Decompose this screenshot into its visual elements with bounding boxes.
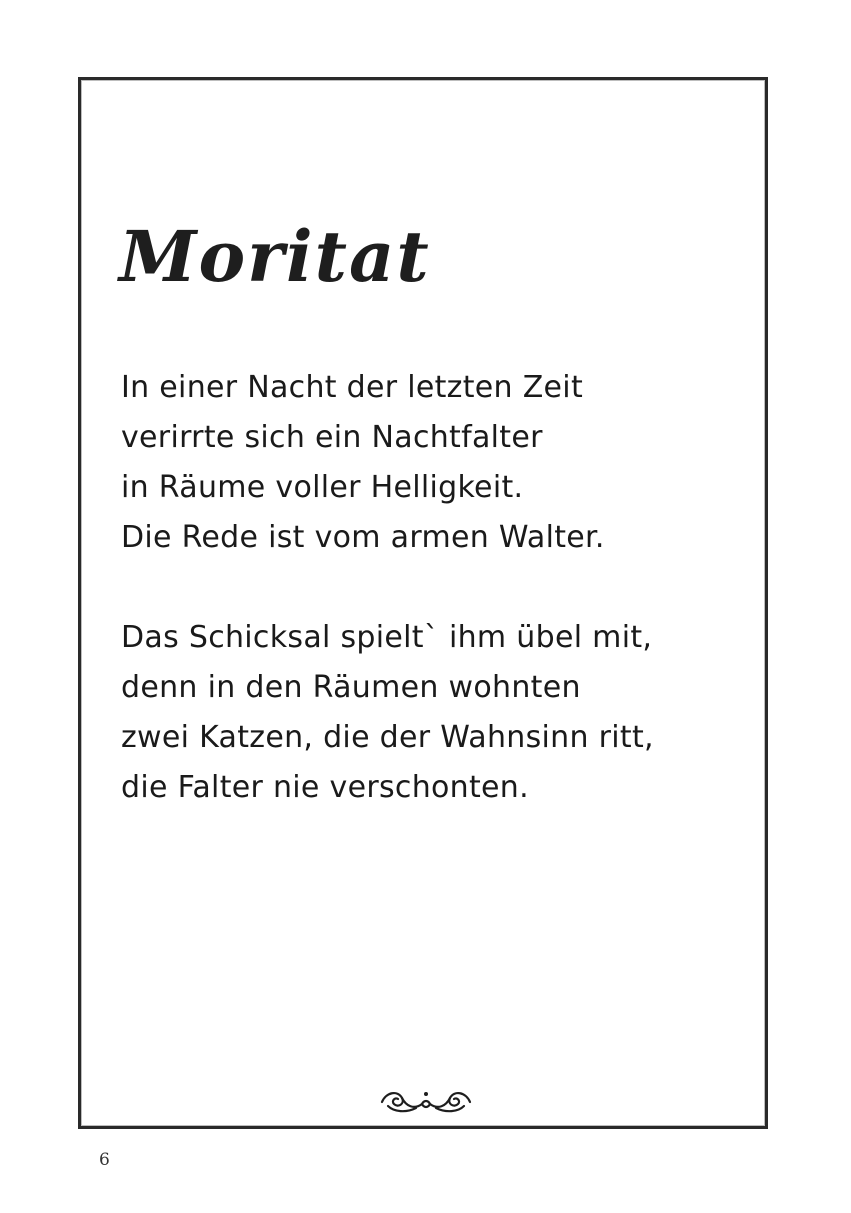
verse-line: Das Schicksal spielt` ihm übel mit, [121, 620, 653, 655]
verse-line: verirrte sich ein Nachtfalter [121, 420, 543, 455]
flourish-ornament-icon [376, 1080, 476, 1120]
verse-line: die Falter nie verschonten. [121, 770, 529, 805]
stanza-1 [121, 363, 741, 563]
stanza-2 [121, 613, 741, 813]
verse-line: Die Rede ist vom armen Walter. [121, 520, 605, 555]
page-number: 6 [99, 1150, 110, 1170]
verse-line: denn in den Räumen wohnten [121, 670, 581, 705]
verse-line: In einer Nacht der letzten Zeit [121, 370, 584, 405]
verse-line: in Räume voller Helligkeit. [121, 470, 524, 505]
verse-line: zwei Katzen, die der Wahnsinn ritt, [121, 720, 654, 755]
page-frame [78, 77, 768, 1129]
poem-title: Moritat [119, 215, 431, 298]
poem-body [121, 363, 741, 863]
